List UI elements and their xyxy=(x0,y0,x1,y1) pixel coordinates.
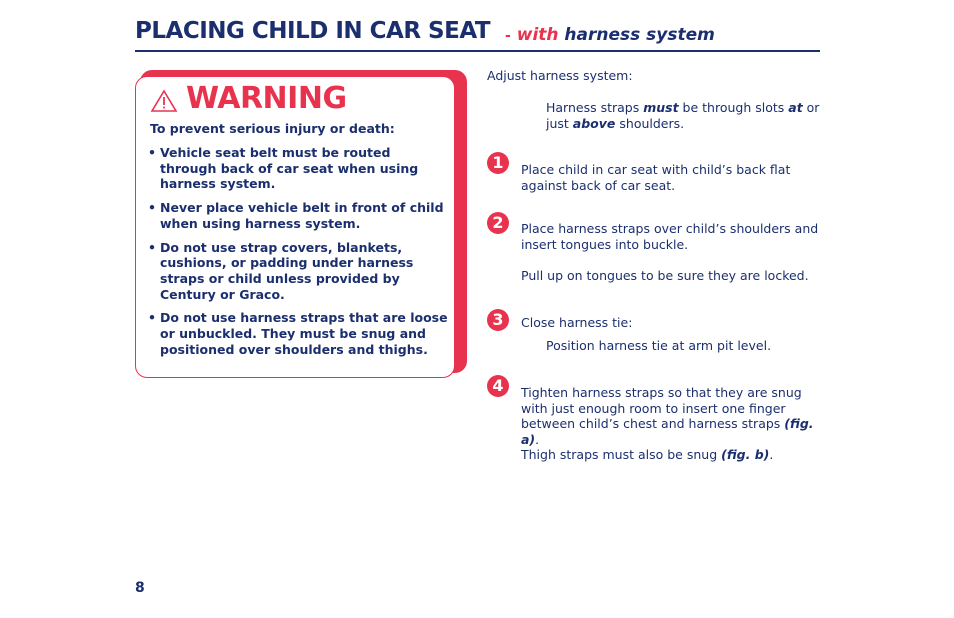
subtitle-with: with xyxy=(516,25,559,45)
step-number-3: 3 xyxy=(487,309,509,331)
step-number-1: 1 xyxy=(487,152,509,174)
harness-note: Harness straps must be through slots at or just above shoulders. xyxy=(546,100,820,131)
adjust-heading: Adjust harness system: xyxy=(487,68,633,83)
step-number-2: 2 xyxy=(487,212,509,234)
step-text-3: Close harness tie: xyxy=(521,315,633,330)
page-title: PLACING CHILD IN CAR SEAT xyxy=(135,18,491,44)
warning-item: • Do not use harness straps that are loose or unbuckled. They must be snug and positioned over shoulders and thighs. xyxy=(148,310,448,357)
bullet: • xyxy=(148,310,156,326)
step-extra-4: Thigh straps must also be snug (fig. b). xyxy=(521,447,774,462)
page-header xyxy=(135,16,820,52)
step-indent-3: Position harness tie at arm pit level. xyxy=(546,338,772,353)
bullet: • xyxy=(148,239,156,255)
warning-item: • Vehicle seat belt must be routed through back of car seat when using harness system. xyxy=(148,145,419,192)
page-number: 8 xyxy=(135,580,145,596)
step-text-4: Tighten harness straps so that they are snug with just enough room to insert one finger between child’s chest and harness straps (fig. a). xyxy=(521,385,814,447)
subtitle-dash: - xyxy=(505,28,511,44)
step-text-1: Place child in car seat with child’s back flat against back of car seat. xyxy=(521,162,791,193)
step-number-4: 4 xyxy=(487,375,509,397)
bullet: • xyxy=(148,145,156,160)
bullet: • xyxy=(148,200,156,216)
warning-item: • Never place vehicle belt in front of child when using harness system. xyxy=(148,200,444,231)
warning-box xyxy=(135,76,455,378)
step-text-2: Place harness straps over child’s shoulders and insert tongues into buckle. xyxy=(521,221,819,252)
warning-intro: To prevent serious injury or death: xyxy=(150,121,395,136)
page-subtitle xyxy=(505,25,715,45)
warning-list xyxy=(148,145,448,365)
step-extra-2: Pull up on tongues to be sure they are locked. xyxy=(521,268,809,283)
subtitle-rest: harness system xyxy=(564,25,715,45)
warning-title: WARNING xyxy=(186,81,347,116)
warning-triangle-icon xyxy=(150,89,178,113)
warning-item: • Do not use strap covers, blankets, cushions, or padding under harness straps or child unless provided by Century or Graco. xyxy=(148,239,414,302)
